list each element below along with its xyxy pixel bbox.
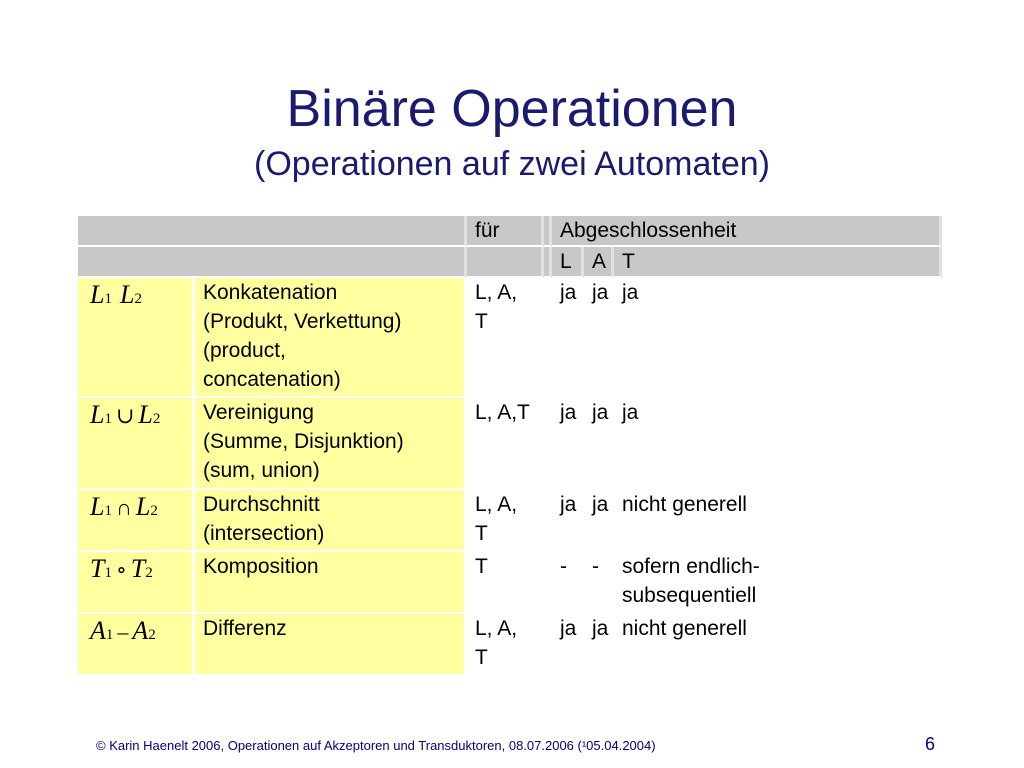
spacer-cell xyxy=(544,552,552,614)
operation-name-line: (product, xyxy=(203,339,286,362)
footer-copyright: © Karin Haenelt 2006, Operationen auf Akzeptoren und Transduktoren, 08.07.2006 (¹05.04.2004) xyxy=(96,738,656,753)
spacer-cell xyxy=(544,278,552,398)
header-blank-cell xyxy=(78,216,467,247)
closure-a-cell: ja xyxy=(584,398,614,490)
fuer-cell xyxy=(467,398,544,490)
operation-name xyxy=(195,552,467,614)
closure-l-cell: - xyxy=(552,552,584,614)
spacer-cell xyxy=(544,490,552,552)
operation-name-line: Komposition xyxy=(203,555,319,578)
symbol-subscript-b: 2 xyxy=(148,627,156,643)
operation-symbol xyxy=(78,614,195,676)
operation-name-line: (Produkt, Verkettung) xyxy=(203,310,402,333)
closure-a-cell: - xyxy=(584,552,614,614)
symbol-subscript-a: 1 xyxy=(104,291,112,307)
symbol-operator: ∪ xyxy=(115,403,135,428)
header-col-t: T xyxy=(614,247,942,278)
fuer-line: T xyxy=(475,310,488,333)
table-row xyxy=(78,490,942,552)
operation-name-line: Konkatenation xyxy=(203,281,338,304)
table-row xyxy=(78,552,942,614)
closure-a-cell: ja xyxy=(584,278,614,398)
symbol-operand-a: A xyxy=(90,616,106,645)
symbol-subscript-b: 2 xyxy=(150,503,158,519)
header-spacer-2 xyxy=(544,247,552,278)
closure-t-line: ja xyxy=(622,281,639,304)
fuer-line: T xyxy=(475,555,488,578)
slide-subtitle: (Operationen auf zwei Automaten) xyxy=(254,145,770,183)
symbol-operator: – xyxy=(117,619,129,644)
fuer-cell xyxy=(467,490,544,552)
header-fuer-blank xyxy=(467,247,544,278)
operation-name xyxy=(195,398,467,490)
symbol-subscript-a: 1 xyxy=(104,565,112,581)
operation-name xyxy=(195,614,467,676)
symbol-subscript-a: 1 xyxy=(104,411,112,427)
closure-l-cell: ja xyxy=(552,398,584,490)
operation-name-line: Differenz xyxy=(203,617,287,640)
table-row xyxy=(78,278,942,398)
closure-t-cell xyxy=(614,614,942,676)
symbol-operator: ∩ xyxy=(115,495,132,520)
symbol-subscript-a: 1 xyxy=(105,627,114,643)
closure-t-line: nicht generell xyxy=(622,493,747,516)
symbol-subscript-b: 2 xyxy=(134,291,142,307)
header-spacer xyxy=(544,216,552,247)
operation-symbol xyxy=(78,490,195,552)
closure-t-cell xyxy=(614,278,942,398)
operation-name-line: (sum, union) xyxy=(203,459,320,482)
header-blank-cell-2 xyxy=(78,247,467,278)
closure-t-cell xyxy=(614,490,942,552)
fuer-line: L, A, xyxy=(475,617,518,640)
closure-l-cell: ja xyxy=(552,614,584,676)
closure-t-cell xyxy=(614,552,942,614)
symbol-operand-a: L xyxy=(90,400,105,429)
operation-name xyxy=(195,278,467,398)
symbol-operand-a: L xyxy=(90,280,105,309)
symbol-subscript-b: 2 xyxy=(152,411,161,427)
fuer-line: L, A, xyxy=(475,281,518,304)
table-header-row-1 xyxy=(78,216,942,247)
header-col-a: A xyxy=(584,247,614,278)
symbol-operand-a: L xyxy=(90,492,105,521)
operation-symbol xyxy=(78,552,195,614)
closure-t-line: subsequentiell xyxy=(622,584,757,607)
table-header-row-2 xyxy=(78,247,942,278)
fuer-cell xyxy=(467,614,544,676)
header-abgeschlossenheit: Abgeschlossenheit xyxy=(552,216,942,247)
slide-title: Binäre Operationen xyxy=(286,80,738,138)
symbol-subscript-b: 2 xyxy=(145,565,153,581)
table-row xyxy=(78,614,942,676)
spacer-cell xyxy=(544,398,552,490)
fuer-cell xyxy=(467,552,544,614)
symbol-operand-b: L xyxy=(138,400,153,429)
operation-name xyxy=(195,490,467,552)
fuer-cell xyxy=(467,278,544,398)
closure-l-cell: ja xyxy=(552,490,584,552)
symbol-operator xyxy=(112,283,120,308)
header-fuer: für xyxy=(467,216,544,247)
operation-symbol xyxy=(78,278,195,398)
symbol-operand-b: A xyxy=(132,616,149,645)
symbol-operator: ∘ xyxy=(115,557,127,582)
page-number: 6 xyxy=(925,734,936,754)
symbol-operand-b: T xyxy=(130,554,146,583)
operation-name-line: concatenation) xyxy=(203,368,341,391)
operation-name-line: Durchschnitt xyxy=(203,493,320,516)
closure-a-cell: ja xyxy=(584,614,614,676)
spacer-cell xyxy=(544,614,552,676)
closure-t-line: sofern endlich- xyxy=(622,555,760,578)
closure-t-line: nicht generell xyxy=(622,617,747,640)
header-col-l: L xyxy=(552,247,584,278)
symbol-operand-b: L xyxy=(135,492,151,521)
closure-l-cell: ja xyxy=(552,278,584,398)
closure-a-cell: ja xyxy=(584,490,614,552)
operation-symbol xyxy=(78,398,195,490)
table-row xyxy=(78,398,942,490)
operation-name-line: (Summe, Disjunktion) xyxy=(203,430,404,453)
fuer-line: T xyxy=(475,522,488,545)
symbol-operand-a: T xyxy=(90,554,105,583)
operation-name-line: Vereinigung xyxy=(203,401,314,424)
fuer-line: L, A, xyxy=(475,493,518,516)
fuer-line: L, A,T xyxy=(475,401,530,424)
closure-t-line: ja xyxy=(622,401,639,424)
closure-t-cell xyxy=(614,398,942,490)
symbol-subscript-a: 1 xyxy=(104,503,112,519)
symbol-operand-b: L xyxy=(119,280,135,309)
fuer-line: T xyxy=(475,646,488,669)
operation-name-line: (intersection) xyxy=(203,522,325,545)
operations-table xyxy=(78,216,942,676)
